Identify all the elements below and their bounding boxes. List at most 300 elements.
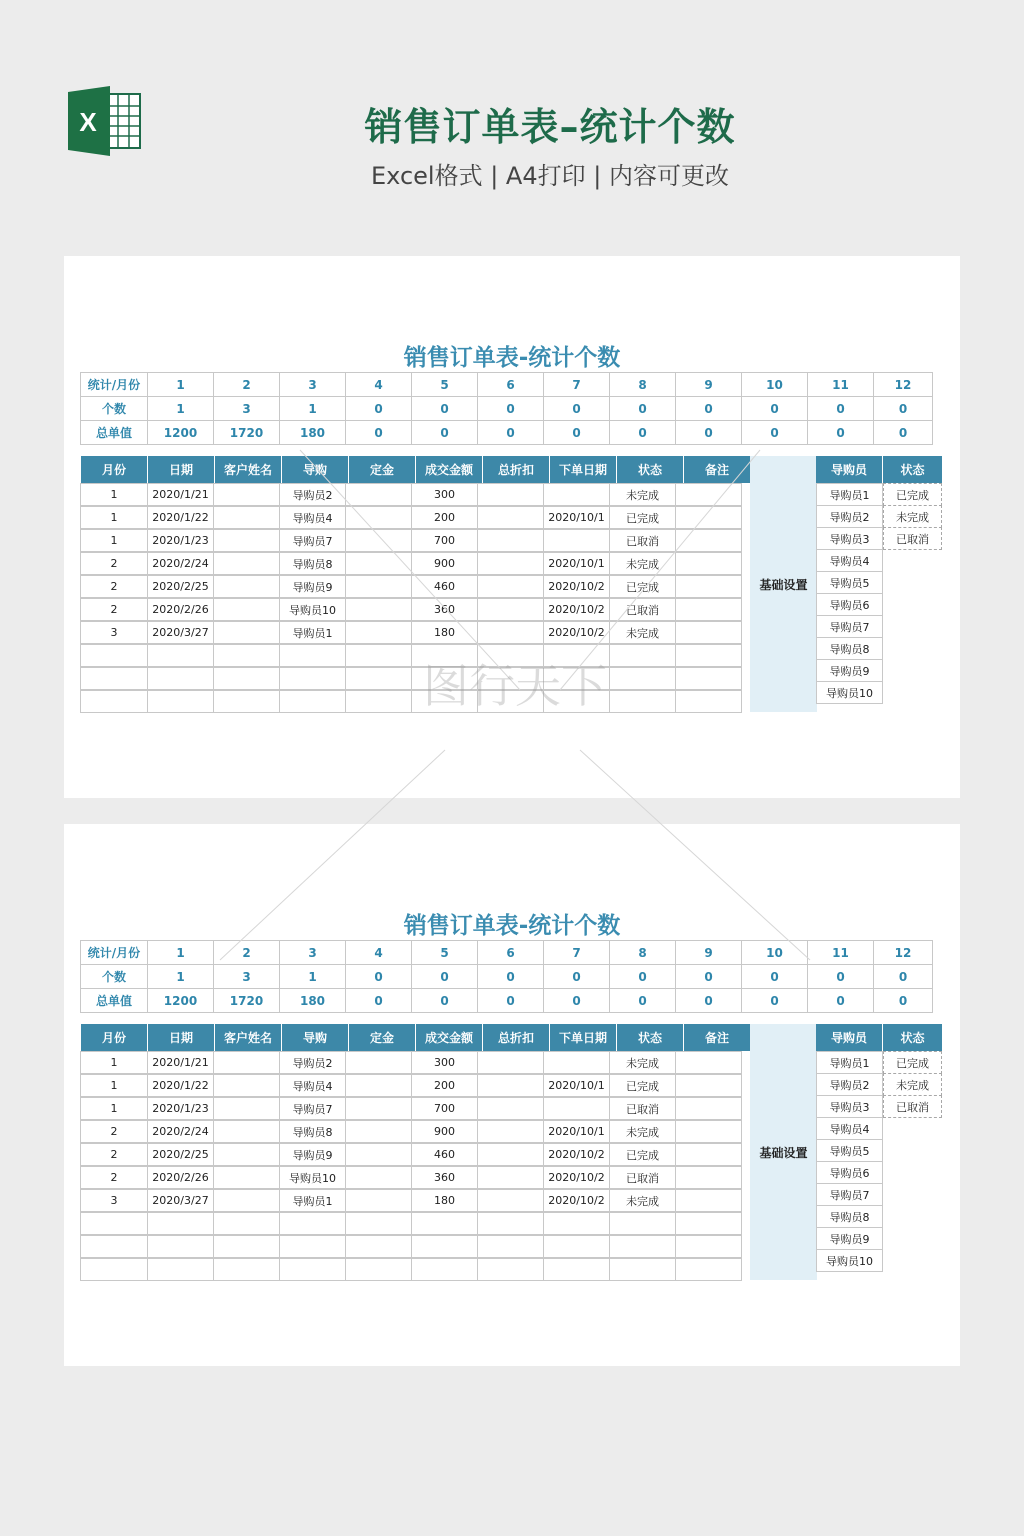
table-cell[interactable] bbox=[477, 1074, 544, 1097]
column-header: 导购 bbox=[282, 1024, 349, 1051]
guide-list-item[interactable]: 导购员6 bbox=[816, 593, 883, 616]
table-cell[interactable] bbox=[279, 690, 346, 713]
table-cell[interactable] bbox=[675, 1189, 742, 1212]
table-cell[interactable]: 1 bbox=[80, 506, 148, 529]
table-cell[interactable]: 已完成 bbox=[609, 1074, 676, 1097]
table-cell[interactable] bbox=[345, 1258, 412, 1281]
summary-cell: 0 bbox=[411, 396, 478, 421]
table-cell[interactable] bbox=[609, 1235, 676, 1258]
table-cell[interactable] bbox=[213, 1143, 280, 1166]
table-cell[interactable]: 2 bbox=[80, 1166, 148, 1189]
table-cell[interactable]: 200 bbox=[411, 506, 478, 529]
table-cell[interactable]: 导购员4 bbox=[279, 1074, 346, 1097]
summary-cell: 11 bbox=[807, 940, 874, 965]
table-cell[interactable] bbox=[477, 575, 544, 598]
table-cell[interactable]: 2020/10/2 bbox=[543, 598, 610, 621]
table-cell[interactable]: 导购员9 bbox=[279, 575, 346, 598]
summary-cell: 0 bbox=[477, 964, 544, 989]
table-cell[interactable] bbox=[213, 621, 280, 644]
status-list-item[interactable]: 已取消 bbox=[883, 1095, 942, 1118]
table-cell[interactable]: 2020/10/1 bbox=[543, 1074, 610, 1097]
guide-list-item[interactable]: 导购员9 bbox=[816, 1227, 883, 1250]
table-cell[interactable] bbox=[345, 1189, 412, 1212]
table-cell[interactable] bbox=[279, 1235, 346, 1258]
status-list-item[interactable]: 未完成 bbox=[883, 1073, 942, 1096]
summary-cell: 0 bbox=[543, 964, 610, 989]
table-cell[interactable]: 1 bbox=[80, 1074, 148, 1097]
guide-list-item[interactable]: 导购员10 bbox=[816, 1249, 883, 1272]
table-cell[interactable] bbox=[345, 1235, 412, 1258]
guide-list-item[interactable]: 导购员1 bbox=[816, 1051, 883, 1074]
table-cell[interactable]: 2020/10/2 bbox=[543, 1189, 610, 1212]
summary-cell: 0 bbox=[411, 964, 478, 989]
guide-list bbox=[816, 1051, 883, 1272]
table-cell[interactable] bbox=[213, 1097, 280, 1120]
table-cell[interactable] bbox=[80, 1212, 148, 1235]
summary-cell: 0 bbox=[807, 964, 874, 989]
column-header: 状态 bbox=[617, 1024, 684, 1051]
table-row bbox=[81, 1213, 742, 1236]
guide-list-item[interactable]: 导购员10 bbox=[816, 681, 883, 704]
page-subtitle: Excel格式 | A4打印 | 内容可更改 bbox=[371, 162, 729, 190]
table-cell[interactable]: 1 bbox=[80, 529, 148, 552]
table-cell[interactable] bbox=[147, 644, 214, 667]
table-cell[interactable] bbox=[213, 598, 280, 621]
summary-cell: 4 bbox=[345, 940, 412, 965]
table-cell[interactable] bbox=[213, 506, 280, 529]
summary-cell: 0 bbox=[741, 964, 808, 989]
guide-list bbox=[816, 483, 883, 704]
table-cell[interactable] bbox=[80, 1235, 148, 1258]
table-cell[interactable]: 2020/1/23 bbox=[147, 1097, 214, 1120]
table-cell[interactable] bbox=[213, 1051, 280, 1074]
sheet-preview-2 bbox=[64, 824, 960, 1366]
column-header: 定金 bbox=[349, 1024, 416, 1051]
summary-cell: 0 bbox=[411, 420, 478, 445]
table-cell[interactable] bbox=[543, 1051, 610, 1074]
table-cell[interactable]: 已取消 bbox=[609, 1166, 676, 1189]
summary-cell: 0 bbox=[741, 396, 808, 421]
settings-header-row bbox=[816, 1024, 942, 1051]
table-cell[interactable]: 2020/2/25 bbox=[147, 575, 214, 598]
table-cell[interactable] bbox=[213, 1212, 280, 1235]
table-cell[interactable]: 2020/2/26 bbox=[147, 598, 214, 621]
table-cell[interactable] bbox=[345, 1120, 412, 1143]
summary-cell: 180 bbox=[279, 988, 346, 1013]
table-cell[interactable]: 导购员2 bbox=[279, 483, 346, 506]
table-cell[interactable] bbox=[345, 483, 412, 506]
guide-list-item[interactable]: 导购员2 bbox=[816, 1073, 883, 1096]
guide-list-item[interactable]: 导购员9 bbox=[816, 659, 883, 682]
column-header: 成交金额 bbox=[416, 456, 483, 483]
guide-list-item[interactable]: 导购员3 bbox=[816, 527, 883, 550]
table-cell[interactable]: 导购员4 bbox=[279, 506, 346, 529]
table-cell[interactable]: 2020/10/1 bbox=[543, 552, 610, 575]
table-cell[interactable] bbox=[675, 483, 742, 506]
summary-month-row bbox=[81, 373, 933, 398]
guide-list-item[interactable]: 导购员8 bbox=[816, 1205, 883, 1228]
table-cell[interactable]: 导购员7 bbox=[279, 529, 346, 552]
table-cell[interactable]: 2020/3/27 bbox=[147, 621, 214, 644]
table-cell[interactable] bbox=[675, 690, 742, 713]
table-cell[interactable]: 2020/10/1 bbox=[543, 1120, 610, 1143]
summary-row-label: 总单值 bbox=[80, 420, 148, 445]
table-cell[interactable]: 2020/2/24 bbox=[147, 552, 214, 575]
table-cell[interactable] bbox=[345, 1097, 412, 1120]
guide-list-item[interactable]: 导购员4 bbox=[816, 1117, 883, 1140]
table-cell[interactable] bbox=[411, 1258, 478, 1281]
column-header: 备注 bbox=[684, 456, 751, 483]
table-cell[interactable] bbox=[675, 575, 742, 598]
summary-cell: 0 bbox=[873, 420, 933, 445]
summary-month-row bbox=[81, 941, 933, 966]
table-cell[interactable]: 3 bbox=[80, 1189, 148, 1212]
table-cell[interactable]: 200 bbox=[411, 1074, 478, 1097]
table-cell[interactable]: 2 bbox=[80, 552, 148, 575]
table-cell[interactable]: 180 bbox=[411, 1189, 478, 1212]
table-cell[interactable] bbox=[213, 483, 280, 506]
table-cell[interactable]: 2020/2/26 bbox=[147, 1166, 214, 1189]
table-cell[interactable] bbox=[147, 1258, 214, 1281]
table-cell[interactable]: 360 bbox=[411, 1166, 478, 1189]
table-cell[interactable] bbox=[543, 1258, 610, 1281]
table-cell[interactable]: 已完成 bbox=[609, 1143, 676, 1166]
summary-cell: 8 bbox=[609, 372, 676, 397]
summary-cell: 0 bbox=[609, 988, 676, 1013]
column-header: 月份 bbox=[81, 1024, 148, 1051]
watermark-text: 图行天下 bbox=[423, 659, 607, 713]
summary-cell: 3 bbox=[213, 396, 280, 421]
table-cell[interactable] bbox=[675, 1120, 742, 1143]
table-cell[interactable]: 导购员2 bbox=[279, 1051, 346, 1074]
table-cell[interactable]: 未完成 bbox=[609, 483, 676, 506]
table-cell[interactable]: 已取消 bbox=[609, 529, 676, 552]
table-cell[interactable]: 已取消 bbox=[609, 1097, 676, 1120]
guide-list-item[interactable]: 导购员7 bbox=[816, 1183, 883, 1206]
column-header: 月份 bbox=[81, 456, 148, 483]
table-cell[interactable] bbox=[675, 1074, 742, 1097]
summary-cell: 9 bbox=[675, 372, 742, 397]
table-cell[interactable] bbox=[675, 667, 742, 690]
table-cell[interactable] bbox=[80, 690, 148, 713]
guide-list-item[interactable]: 导购员5 bbox=[816, 1139, 883, 1162]
summary-cell: 0 bbox=[345, 420, 412, 445]
table-cell[interactable] bbox=[675, 552, 742, 575]
summary-cell: 0 bbox=[345, 988, 412, 1013]
summary-row-label: 总单值 bbox=[80, 988, 148, 1013]
summary-cell: 7 bbox=[543, 372, 610, 397]
status-list-item[interactable]: 已取消 bbox=[883, 527, 942, 550]
table-cell[interactable]: 2 bbox=[80, 1143, 148, 1166]
table-cell[interactable] bbox=[345, 621, 412, 644]
summary-cell: 4 bbox=[345, 372, 412, 397]
guide-list-item[interactable]: 导购员3 bbox=[816, 1095, 883, 1118]
table-row bbox=[81, 1121, 742, 1144]
table-cell[interactable] bbox=[345, 552, 412, 575]
table-cell[interactable] bbox=[477, 1189, 544, 1212]
table-cell[interactable] bbox=[345, 1166, 412, 1189]
table-cell[interactable] bbox=[477, 1051, 544, 1074]
table-cell[interactable] bbox=[213, 1189, 280, 1212]
guide-list-item[interactable]: 导购员7 bbox=[816, 615, 883, 638]
summary-cell: 3 bbox=[279, 940, 346, 965]
summary-cell: 0 bbox=[873, 988, 933, 1013]
table-cell[interactable] bbox=[279, 644, 346, 667]
status-list-item[interactable]: 已完成 bbox=[883, 483, 942, 506]
table-cell[interactable] bbox=[543, 1097, 610, 1120]
column-header: 下单日期 bbox=[550, 1024, 617, 1051]
sheet-title: 销售订单表-统计个数 bbox=[403, 913, 621, 939]
summary-cell: 0 bbox=[477, 420, 544, 445]
table-cell[interactable] bbox=[345, 1051, 412, 1074]
summary-cell: 10 bbox=[741, 940, 808, 965]
table-cell[interactable]: 导购员10 bbox=[279, 1166, 346, 1189]
table-cell[interactable] bbox=[213, 1166, 280, 1189]
table-row bbox=[81, 1236, 742, 1259]
summary-cell: 6 bbox=[477, 372, 544, 397]
table-cell[interactable] bbox=[675, 1051, 742, 1074]
table-cell[interactable] bbox=[279, 1212, 346, 1235]
summary-cell: 0 bbox=[741, 988, 808, 1013]
table-cell[interactable]: 300 bbox=[411, 1051, 478, 1074]
page-title: 销售订单表–统计个数 bbox=[364, 105, 736, 149]
guide-list-item[interactable]: 导购员5 bbox=[816, 571, 883, 594]
table-cell[interactable]: 460 bbox=[411, 1143, 478, 1166]
table-cell[interactable] bbox=[675, 1258, 742, 1281]
table-cell[interactable]: 3 bbox=[80, 621, 148, 644]
table-cell[interactable] bbox=[477, 598, 544, 621]
table-cell[interactable]: 已完成 bbox=[609, 575, 676, 598]
table-cell[interactable]: 2020/10/2 bbox=[543, 575, 610, 598]
table-cell[interactable]: 2020/1/23 bbox=[147, 529, 214, 552]
table-cell[interactable] bbox=[213, 1074, 280, 1097]
table-cell[interactable]: 2 bbox=[80, 598, 148, 621]
guide-list-item[interactable]: 导购员8 bbox=[816, 637, 883, 660]
summary-cell: 0 bbox=[609, 396, 676, 421]
table-cell[interactable] bbox=[477, 1120, 544, 1143]
table-cell[interactable] bbox=[675, 1235, 742, 1258]
summary-cell: 0 bbox=[873, 964, 933, 989]
summary-cell: 0 bbox=[807, 396, 874, 421]
table-cell[interactable]: 未完成 bbox=[609, 1120, 676, 1143]
summary-cell: 0 bbox=[675, 396, 742, 421]
table-cell[interactable]: 2020/2/25 bbox=[147, 1143, 214, 1166]
table-cell[interactable]: 900 bbox=[411, 552, 478, 575]
table-cell[interactable] bbox=[543, 529, 610, 552]
table-cell[interactable] bbox=[213, 1258, 280, 1281]
column-header: 总折扣 bbox=[483, 1024, 550, 1051]
table-cell[interactable]: 导购员8 bbox=[279, 552, 346, 575]
summary-cell: 2 bbox=[213, 940, 280, 965]
table-cell[interactable] bbox=[675, 506, 742, 529]
table-cell[interactable] bbox=[543, 1212, 610, 1235]
table-cell[interactable] bbox=[147, 1235, 214, 1258]
table-cell[interactable] bbox=[675, 621, 742, 644]
watermark bbox=[390, 650, 640, 720]
table-cell[interactable]: 未完成 bbox=[609, 621, 676, 644]
table-cell[interactable]: 导购员1 bbox=[279, 1189, 346, 1212]
summary-cell: 7 bbox=[543, 940, 610, 965]
summary-cell: 1 bbox=[279, 964, 346, 989]
summary-cell: 5 bbox=[411, 940, 478, 965]
table-cell[interactable] bbox=[213, 644, 280, 667]
table-cell[interactable]: 2020/1/22 bbox=[147, 506, 214, 529]
table-cell[interactable] bbox=[213, 1235, 280, 1258]
summary-cell: 3 bbox=[213, 964, 280, 989]
table-cell[interactable] bbox=[543, 1235, 610, 1258]
table-cell[interactable]: 2020/2/24 bbox=[147, 1120, 214, 1143]
table-cell[interactable]: 2020/10/2 bbox=[543, 1166, 610, 1189]
table-cell[interactable]: 已完成 bbox=[609, 506, 676, 529]
table-cell[interactable] bbox=[213, 529, 280, 552]
table-cell[interactable]: 2020/1/22 bbox=[147, 1074, 214, 1097]
table-cell[interactable] bbox=[477, 621, 544, 644]
table-cell[interactable] bbox=[345, 506, 412, 529]
table-cell[interactable]: 900 bbox=[411, 1120, 478, 1143]
table-cell[interactable]: 2020/10/2 bbox=[543, 1143, 610, 1166]
table-cell[interactable] bbox=[147, 667, 214, 690]
guide-list-item[interactable]: 导购员1 bbox=[816, 483, 883, 506]
table-cell[interactable] bbox=[213, 1120, 280, 1143]
table-cell[interactable] bbox=[411, 1212, 478, 1235]
table-row bbox=[81, 507, 742, 530]
summary-cell: 12 bbox=[873, 372, 933, 397]
guide-list-item[interactable]: 导购员4 bbox=[816, 549, 883, 572]
table-cell[interactable] bbox=[477, 506, 544, 529]
table-cell[interactable] bbox=[345, 1074, 412, 1097]
table-cell[interactable] bbox=[675, 1097, 742, 1120]
status-list-item[interactable]: 已完成 bbox=[883, 1051, 942, 1074]
guide-list-item[interactable]: 导购员6 bbox=[816, 1161, 883, 1184]
table-cell[interactable]: 1 bbox=[80, 483, 148, 506]
status-list bbox=[883, 483, 942, 550]
table-cell[interactable]: 已取消 bbox=[609, 598, 676, 621]
table-cell[interactable] bbox=[213, 690, 280, 713]
table-cell[interactable]: 2 bbox=[80, 1120, 148, 1143]
table-cell[interactable] bbox=[411, 1235, 478, 1258]
table-cell[interactable]: 2 bbox=[80, 575, 148, 598]
table-cell[interactable]: 2020/10/1 bbox=[543, 506, 610, 529]
table-cell[interactable] bbox=[675, 644, 742, 667]
summary-total-row bbox=[81, 989, 933, 1014]
table-cell[interactable]: 700 bbox=[411, 529, 478, 552]
table-cell[interactable]: 2020/1/21 bbox=[147, 483, 214, 506]
summary-cell: 0 bbox=[477, 988, 544, 1013]
table-cell[interactable] bbox=[675, 1212, 742, 1235]
table-cell[interactable]: 导购员9 bbox=[279, 1143, 346, 1166]
table-cell[interactable]: 1 bbox=[80, 1097, 148, 1120]
table-cell[interactable] bbox=[609, 1258, 676, 1281]
table-cell[interactable]: 导购员7 bbox=[279, 1097, 346, 1120]
table-cell[interactable] bbox=[477, 483, 544, 506]
table-cell[interactable]: 460 bbox=[411, 575, 478, 598]
table-cell[interactable] bbox=[213, 667, 280, 690]
table-cell[interactable]: 360 bbox=[411, 598, 478, 621]
summary-cell: 8 bbox=[609, 940, 676, 965]
table-cell[interactable] bbox=[345, 575, 412, 598]
summary-cell: 11 bbox=[807, 372, 874, 397]
summary-cell: 0 bbox=[675, 964, 742, 989]
table-cell[interactable] bbox=[279, 667, 346, 690]
table-cell[interactable]: 180 bbox=[411, 621, 478, 644]
table-cell[interactable]: 未完成 bbox=[609, 1051, 676, 1074]
table-row bbox=[81, 1259, 742, 1282]
summary-cell: 1 bbox=[147, 964, 214, 989]
sheet-title: 销售订单表-统计个数 bbox=[403, 345, 621, 371]
table-cell[interactable] bbox=[609, 1212, 676, 1235]
table-cell[interactable] bbox=[675, 1143, 742, 1166]
logo-letter: X bbox=[79, 107, 97, 137]
table-cell[interactable] bbox=[477, 1166, 544, 1189]
table-cell[interactable] bbox=[213, 575, 280, 598]
table-cell[interactable] bbox=[675, 1166, 742, 1189]
summary-cell: 1720 bbox=[213, 420, 280, 445]
summary-cell: 0 bbox=[873, 396, 933, 421]
table-cell[interactable] bbox=[345, 1143, 412, 1166]
table-cell[interactable] bbox=[279, 1258, 346, 1281]
status-list-item[interactable]: 未完成 bbox=[883, 505, 942, 528]
table-cell[interactable] bbox=[80, 644, 148, 667]
table-cell[interactable] bbox=[477, 1258, 544, 1281]
guide-list-item[interactable]: 导购员2 bbox=[816, 505, 883, 528]
table-cell[interactable]: 导购员1 bbox=[279, 621, 346, 644]
summary-cell: 3 bbox=[279, 372, 346, 397]
summary-cell: 0 bbox=[543, 988, 610, 1013]
summary-cell: 0 bbox=[741, 420, 808, 445]
table-cell[interactable] bbox=[147, 1212, 214, 1235]
table-row bbox=[81, 484, 742, 507]
table-cell[interactable]: 2020/10/2 bbox=[543, 621, 610, 644]
table-cell[interactable] bbox=[80, 1258, 148, 1281]
table-cell[interactable]: 1 bbox=[80, 1051, 148, 1074]
table-cell[interactable]: 2020/3/27 bbox=[147, 1189, 214, 1212]
table-cell[interactable] bbox=[675, 529, 742, 552]
table-cell[interactable] bbox=[80, 667, 148, 690]
table-cell[interactable] bbox=[345, 529, 412, 552]
summary-cell: 0 bbox=[675, 988, 742, 1013]
table-cell[interactable] bbox=[477, 1212, 544, 1235]
table-cell[interactable]: 未完成 bbox=[609, 1189, 676, 1212]
orders-header-row bbox=[81, 1024, 751, 1051]
table-cell[interactable]: 未完成 bbox=[609, 552, 676, 575]
table-cell[interactable] bbox=[345, 598, 412, 621]
table-cell[interactable] bbox=[543, 483, 610, 506]
summary-cell: 1200 bbox=[147, 420, 214, 445]
table-cell[interactable]: 2020/1/21 bbox=[147, 1051, 214, 1074]
table-cell[interactable] bbox=[147, 690, 214, 713]
table-cell[interactable] bbox=[675, 598, 742, 621]
table-cell[interactable] bbox=[477, 552, 544, 575]
table-cell[interactable] bbox=[477, 1235, 544, 1258]
table-cell[interactable]: 300 bbox=[411, 483, 478, 506]
table-cell[interactable] bbox=[477, 1143, 544, 1166]
status-list bbox=[883, 1051, 942, 1118]
guide-column-header: 导购员 bbox=[816, 456, 883, 483]
table-cell[interactable] bbox=[345, 1212, 412, 1235]
table-cell[interactable]: 导购员8 bbox=[279, 1120, 346, 1143]
column-header: 定金 bbox=[349, 456, 416, 483]
table-cell[interactable] bbox=[477, 529, 544, 552]
table-cell[interactable] bbox=[477, 1097, 544, 1120]
summary-cell: 0 bbox=[411, 988, 478, 1013]
table-row bbox=[81, 530, 742, 553]
summary-row-label: 统计/月份 bbox=[80, 372, 148, 397]
table-row bbox=[81, 1075, 742, 1098]
table-cell[interactable]: 700 bbox=[411, 1097, 478, 1120]
table-cell[interactable] bbox=[213, 552, 280, 575]
table-cell[interactable]: 导购员10 bbox=[279, 598, 346, 621]
column-header: 下单日期 bbox=[550, 456, 617, 483]
